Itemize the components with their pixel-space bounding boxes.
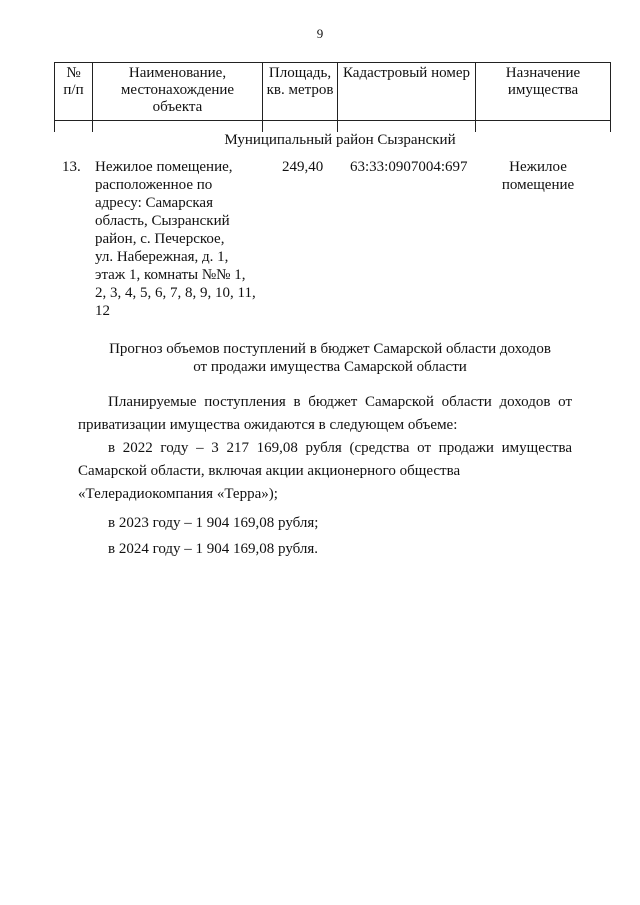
row-cadastral-number: 63:33:0907004:697 bbox=[350, 159, 468, 175]
row-purpose: Нежилое помещение bbox=[501, 159, 575, 193]
col-header-cadastral: Кадастровый номер bbox=[338, 63, 476, 121]
col-header-purpose: Назначение имущества bbox=[476, 63, 611, 121]
forecast-2024: в 2024 году – 1 904 169,08 рубля. bbox=[108, 541, 319, 557]
forecast-2022: в 2022 году – 3 217 169,08 рубля (средства от продажи имущества Самарской области, включая акции акционерного общества «Телерадиокомпания «Терра»); bbox=[78, 440, 572, 502]
row-object-name: Нежилое помещение, расположенное по адресу: Самарская область, Сызранский район, с. Печерское, ул. Набережная, д. 1, этаж 1, комнаты №№ 1, 2, 3, 4, 5, 6, 7, 8, 9, 10, 11, 12 bbox=[95, 159, 256, 319]
district-heading: Муниципальный район Сызранский bbox=[224, 132, 456, 148]
col-header-name: Наименование, местонахождение объекта bbox=[93, 63, 263, 121]
forecast-title: Прогноз объемов поступлений в бюджет Самарской области доходов от продажи имущества Самарской области bbox=[109, 341, 551, 375]
forecast-2023: в 2023 году – 1 904 169,08 рубля; bbox=[108, 515, 319, 531]
row-area: 249,40 bbox=[282, 159, 324, 175]
property-table-header bbox=[54, 62, 611, 132]
page-number: 9 bbox=[316, 26, 324, 41]
col-header-number: № п/п bbox=[55, 63, 93, 121]
forecast-intro: Планируемые поступления в бюджет Самарской области доходов от приватизации имущества ожидаются в следующем объеме: bbox=[78, 394, 572, 433]
row-number: 13. bbox=[62, 159, 81, 175]
col-header-area: Площадь, кв. метров bbox=[263, 63, 338, 121]
